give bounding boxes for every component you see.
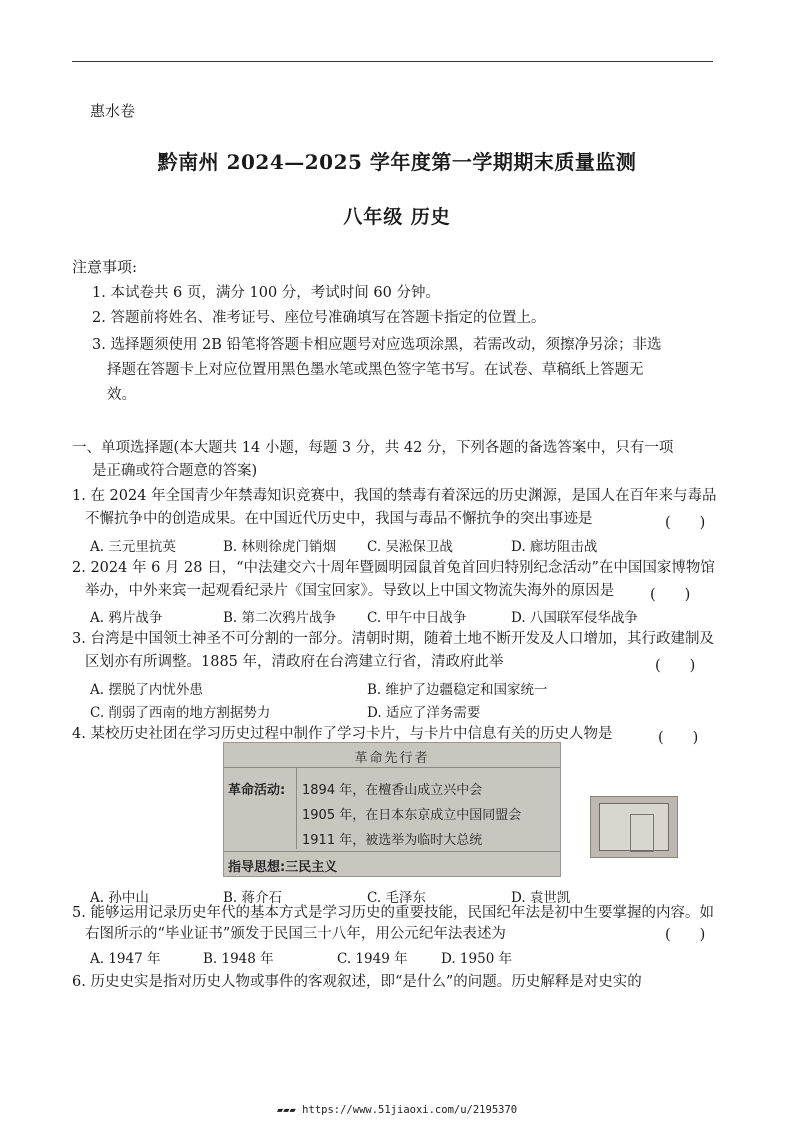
question-4-text: 4. 某校历史社团在学习历史过程中制作了学习卡片，与卡片中信息有关的历史人物是 bbox=[72, 726, 613, 742]
question-3-text-cont: 区划亦有所调整。1885 年，清政府在台湾建立行省，清政府此举 bbox=[85, 654, 504, 670]
question-2-answer-blank: ( ) bbox=[650, 587, 691, 603]
section1-heading-cont: 是正确或符合题意的答案) bbox=[92, 463, 258, 479]
page-subtitle: 八年级 历史 bbox=[343, 206, 451, 228]
question-4-answer-blank: ( ) bbox=[658, 730, 699, 746]
notice-item-3: 3. 选择题须使用 2B 铅笔将答题卡相应题号对应选项涂黑，若需改动，须擦净另涂；非选 bbox=[92, 337, 662, 353]
study-card-activity-3: 1911 年，被选举为临时大总统 bbox=[302, 833, 483, 848]
question-3-text: 3. 台湾是中国领土神圣不可分割的一部分。清朝时期，随着土地不断开发及人口增加，其行政建制及 bbox=[72, 631, 714, 647]
footer-url[interactable]: ▰▰▰ https://www.51jiaoxi.com/u/2195370 bbox=[276, 1104, 518, 1116]
study-card-activity-1: 1894 年，在檀香山成立兴中会 bbox=[302, 783, 483, 798]
study-card-divider bbox=[224, 851, 560, 852]
question-5-text-cont: 右图所示的“毕业证书”颁发于民国三十八年，用公元纪年法表述为 bbox=[85, 926, 506, 942]
question-2-option-a: A. 鸦片战争 bbox=[90, 610, 163, 626]
certificate-frame bbox=[599, 803, 669, 851]
question-1-option-b: B. 林则徐虎门销烟 bbox=[223, 539, 337, 555]
question-3-option-c: C. 削弱了西南的地方割据势力 bbox=[90, 705, 271, 721]
notice-item-3-end: 效。 bbox=[107, 387, 136, 403]
question-1-text: 1. 在 2024 年全国青少年禁毒知识竞赛中，我国的禁毒有着深远的历史渊源，是国人在百年来与毒品 bbox=[72, 488, 717, 504]
question-3-option-b: B. 维护了边疆稳定和国家统一 bbox=[367, 682, 548, 698]
notice-item-3-cont: 择题在答题卡上对应位置用黑色墨水笔或黑色签字笔书写。在试卷、草稿纸上答题无 bbox=[107, 362, 644, 378]
question-2-text-cont: 举办，中外来宾一起观看纪录片《国宝回家》。导致以上中国文物流失海外的原因是 bbox=[85, 583, 615, 599]
study-card-thought: 指导思想:三民主义 bbox=[228, 860, 338, 875]
question-5-option-b: B. 1948 年 bbox=[203, 951, 274, 967]
question-3-answer-blank: ( ) bbox=[655, 658, 696, 674]
question-3-option-a: A. 摆脱了内忧外患 bbox=[90, 682, 203, 698]
paper-label: 惠水卷 bbox=[90, 102, 136, 120]
section1-heading: 一、单项选择题(本大题共 14 小题，每题 3 分，共 42 分，下列各题的备选答案中，只有一项 bbox=[72, 440, 674, 456]
study-card-image bbox=[223, 742, 561, 877]
question-1-option-d: D. 廊坊阻击战 bbox=[511, 539, 598, 555]
question-2-option-c: C. 甲午中日战争 bbox=[367, 610, 467, 626]
notice-heading: 注意事项: bbox=[72, 258, 138, 276]
question-1-option-a: A. 三元里抗英 bbox=[90, 539, 176, 555]
notice-item-2: 2. 答题前将姓名、准考证号、座位号准确填写在答题卡指定的位置上。 bbox=[92, 310, 546, 326]
study-card-divider bbox=[224, 767, 560, 768]
question-2-text: 2. 2024 年 6 月 28 日，“中法建交六十周年暨圆明园鼠首兔首回归特别纪念活动”在中国国家博物馆 bbox=[72, 560, 715, 576]
question-1-answer-blank: ( ) bbox=[665, 515, 706, 531]
question-1-option-c: C. 吴淞保卫战 bbox=[367, 539, 453, 555]
question-5-answer-blank: ( ) bbox=[665, 927, 706, 943]
question-5-option-d: D. 1950 年 bbox=[441, 951, 513, 967]
question-4-option-a: A. 孙中山 bbox=[90, 890, 149, 906]
notice-item-1: 1. 本试卷共 6 页，满分 100 分，考试时间 60 分钟。 bbox=[92, 285, 440, 301]
question-3-option-d: D. 适应了洋务需要 bbox=[367, 705, 481, 721]
certificate-seal-icon bbox=[630, 814, 654, 852]
question-2-option-d: D. 八国联军侵华战争 bbox=[511, 610, 638, 626]
question-2-option-b: B. 第二次鸦片战争 bbox=[223, 610, 337, 626]
study-card-activity-2: 1905 年，在日本东京成立中国同盟会 bbox=[302, 808, 522, 823]
question-4-option-d: D. 袁世凯 bbox=[511, 890, 571, 906]
question-4-option-c: C. 毛泽东 bbox=[367, 890, 426, 906]
study-card-column-divider bbox=[296, 767, 297, 849]
question-4-option-b: B. 蒋介石 bbox=[223, 890, 283, 906]
question-5-option-a: A. 1947 年 bbox=[90, 951, 161, 967]
top-rule bbox=[72, 61, 713, 62]
study-card-activity-label: 革命活动: bbox=[228, 783, 286, 798]
question-1-text-cont: 不懈抗争中的创造成果。在中国近代历史中，我国与毒品不懈抗争的突出事迹是 bbox=[85, 511, 593, 527]
question-6-text: 6. 历史史实是指对历史人物或事件的客观叙述，即“是什么”的问题。历史解释是对史实的 bbox=[72, 974, 642, 990]
question-5-text: 5. 能够运用记录历史年代的基本方式是学习历史的重要技能，民国纪年法是初中生要掌握的内容。如 bbox=[72, 905, 714, 921]
graduation-certificate-image bbox=[590, 796, 678, 858]
page-title: 黔南州 2024—2025 学年度第一学期期末质量监测 bbox=[157, 150, 637, 174]
question-5-option-c: C. 1949 年 bbox=[337, 951, 408, 967]
study-card-title: 革命先行者 bbox=[354, 751, 430, 766]
